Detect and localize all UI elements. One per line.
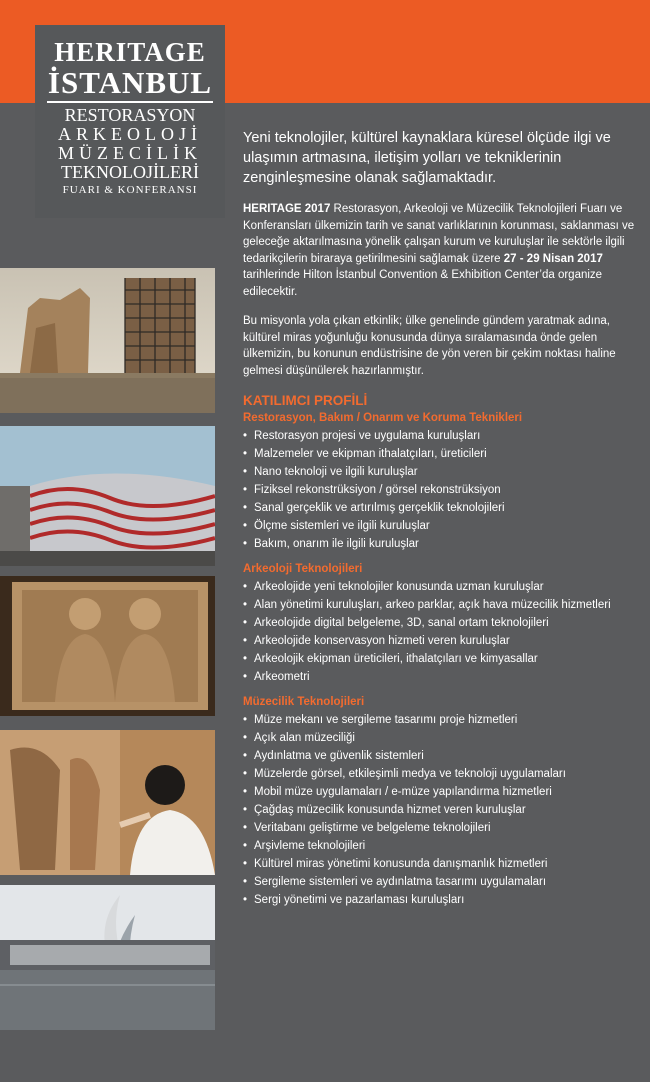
logo-line-3: RESTORASYON (64, 105, 196, 125)
section-title-museology: Müzecilik Teknolojileri (243, 696, 365, 708)
logo-line-1: HERITAGE (54, 37, 206, 67)
ruins-scaffolding-photo (0, 268, 215, 413)
list-item: • Arkeolojide konservasyon hizmeti veren kuruluşlar (243, 632, 638, 650)
list-item: • Bakım, onarım ile ilgili kuruluşlar (243, 535, 638, 553)
list-item: • Müzelerde görsel, etkileşimli medya ve teknoloji uygulamaları (243, 765, 638, 783)
list-item: • Malzemeler ve ekipman ithalatçıları, üreticileri (243, 445, 638, 463)
list-item: • Fiziksel rekonstrüksiyon / görsel rekonstrüksiyon (243, 481, 638, 499)
list-item: • Arkeolojik ekipman üreticileri, ithalatçıları ve kimyasallar (243, 650, 638, 668)
event-dates: 27 - 29 Nisan 2017 (503, 252, 603, 265)
participant-profile-title: KATILIMCI PROFİLİ (243, 393, 368, 408)
list-item: • Arkeolojide digital belgeleme, 3D, sanal ortam teknolojileri (243, 614, 638, 632)
logo-line-7: FUARI & KONFERANSI (62, 184, 198, 196)
list-item: • Ölçme sistemleri ve ilgili kuruluşlar (243, 517, 638, 535)
list-item: • Kültürel miras yönetimi konusunda danışmanlık hizmetleri (243, 855, 638, 873)
list-item: • Arkeolojide yeni teknolojiler konusunda uzman kuruluşlar (243, 578, 638, 596)
list-item: • Sergi yönetimi ve pazarlaması kuruluşları (243, 891, 638, 909)
stone-relief-photo (0, 576, 215, 716)
main-content (243, 128, 638, 915)
list-item: • Mobil müze uygulamaları / e-müze yapılandırma hizmetleri (243, 783, 638, 801)
modern-museum-photo (0, 426, 215, 566)
logo-line-4: ARKEOLOJİ (58, 124, 202, 144)
list-item: • Veritabanı geliştirme ve belgeleme teknolojileri (243, 819, 638, 837)
list-item: • Açık alan müzeciliği (243, 729, 638, 747)
list-item: • Alan yönetimi kuruluşları, arkeo parklar, açık hava müzecilik hizmetleri (243, 596, 638, 614)
logo-line-6: TEKNOLOJİLERİ (61, 162, 199, 182)
event-name: HERITAGE 2017 (243, 203, 331, 215)
mission-text: Bu misyonla yola çıkan etkinlik; ülke genelinde gündem yaratmak adına, kültürel miras yoğunluğu konusunda dünya sıralamasında önde gelen ülkemizin, bu konunun endüstrisine de yön veren bir çekim noktası haline gelmesi düşünülerek hazırlanmıştır. (243, 315, 616, 377)
section-title-restoration: Restorasyon, Bakım / Onarım ve Koruma Teknikleri (243, 412, 523, 424)
list-item: • Aydınlatma ve güvenlik sistemleri (243, 747, 638, 765)
heritage-istanbul-logo (35, 25, 225, 218)
list-item: • Sanal gerçeklik ve artırılmış gerçeklik teknolojileri (243, 499, 638, 517)
sail-building-photo (0, 885, 215, 1030)
section-title-archaeology: Arkeoloji Teknolojileri (243, 563, 363, 575)
archaeology-list (243, 578, 638, 686)
event-venue-text: tarihlerinde Hilton İstanbul Convention & Exhibition Center’da organize edilecektir. (243, 269, 603, 298)
museology-list (243, 711, 638, 909)
fresco-restoration-photo (0, 730, 215, 875)
list-item: • Arşivleme teknolojileri (243, 837, 638, 855)
intro-text: Yeni teknolojiler, kültürel kaynaklara küresel ölçüde ilgi ve ulaşımın artmasına, iletişim yolları ve tekniklerinin zenginleşmesine olanak sağlamaktadır. (243, 130, 611, 186)
list-item: • Sergileme sistemleri ve aydınlatma tasarımı uygulamaları (243, 873, 638, 891)
list-item: • Müze mekanı ve sergileme tasarımı proje hizmetleri (243, 711, 638, 729)
restoration-list (243, 427, 638, 553)
logo-line-5: MÜZECİLİK (58, 143, 202, 163)
list-item: • Çağdaş müzecilik konusunda hizmet veren kuruluşlar (243, 801, 638, 819)
logo-line-2: İSTANBUL (47, 67, 213, 103)
event-description (243, 201, 638, 300)
list-item: • Arkeometri (243, 668, 638, 686)
list-item: • Restorasyon projesi ve uygulama kuruluşları (243, 427, 638, 445)
list-item: • Nano teknoloji ve ilgili kuruluşlar (243, 463, 638, 481)
event-description-text: Restorasyon, Arkeoloji ve Müzecilik Teknolojileri Fuarı ve Konferansları ülkemizin tarih ve sanat varlıklarının korunması, saklanması ve geleceğe aktarılmasına yönelik çalışan kurum ve kuruluşlar ile sektörle ilgili tedarikçilerin biraraya getirilmesini sağlamak üzere (243, 203, 635, 265)
